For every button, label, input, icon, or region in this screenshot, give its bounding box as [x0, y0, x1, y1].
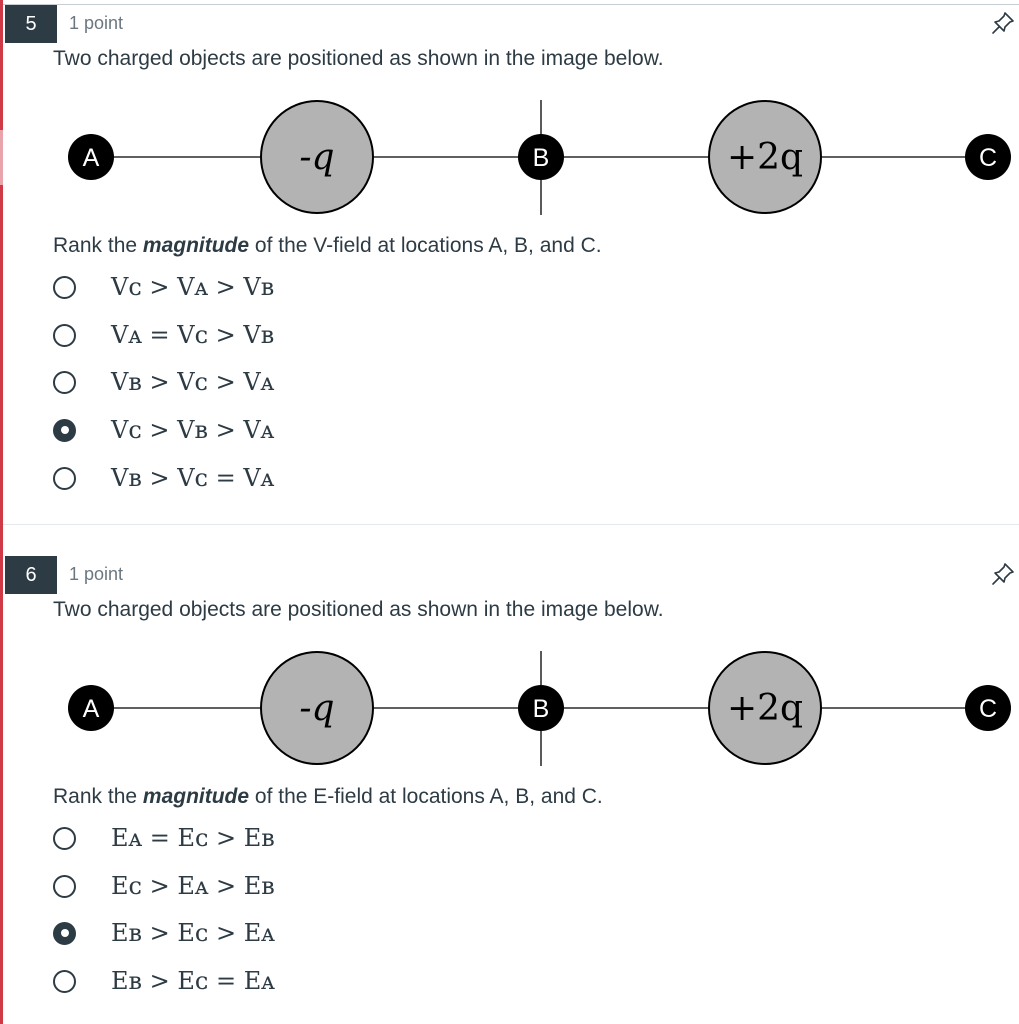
- answer-label: Eᴀ = Eᴄ > Eʙ: [111, 824, 275, 852]
- answer-label: Vʙ > Vᴄ = Vᴀ: [111, 464, 275, 492]
- point-b-label: B: [532, 695, 550, 723]
- charge-left-label: -q: [299, 688, 335, 729]
- radio-button-selected[interactable]: [53, 419, 76, 442]
- rank-instruction: Rank the magnitude of the E-field at locations A, B, and C.: [53, 785, 603, 808]
- point-c-label: C: [978, 695, 998, 723]
- answer-option[interactable]: [53, 818, 275, 858]
- answer-option[interactable]: [53, 961, 275, 1001]
- question-points: 1 point: [69, 564, 124, 584]
- charge-right-label: +2q: [726, 137, 804, 178]
- question-number: 6: [5, 556, 57, 594]
- answer-label: Vᴄ > Vʙ > Vᴀ: [111, 416, 275, 444]
- radio-button[interactable]: [53, 324, 76, 347]
- rank-emphasis: magnitude: [142, 785, 250, 808]
- pin-icon[interactable]: [991, 562, 1015, 586]
- charge-left-label: -q: [299, 137, 335, 178]
- answer-label: Vʙ > Vᴄ > Vᴀ: [111, 368, 275, 396]
- answer-option[interactable]: [53, 315, 274, 355]
- question-6: [3, 556, 1019, 1024]
- radio-button[interactable]: [53, 467, 76, 490]
- question-prompt: Two charged objects are positioned as shown in the image below.: [53, 598, 664, 621]
- answer-label: Eᴄ > Eᴀ > Eʙ: [111, 872, 275, 900]
- radio-button[interactable]: [53, 970, 76, 993]
- answer-label: Eʙ > Eᴄ > Eᴀ: [111, 919, 275, 947]
- question-divider: [3, 524, 1019, 525]
- question-prompt: Two charged objects are positioned as shown in the image below.: [53, 47, 664, 70]
- rank-instruction: Rank the magnitude of the V-field at locations A, B, and C.: [53, 234, 602, 257]
- answer-option[interactable]: [53, 913, 275, 953]
- question-points: 1 point: [69, 13, 124, 33]
- radio-button-selected[interactable]: [53, 922, 76, 945]
- answer-option[interactable]: [53, 866, 275, 906]
- radio-button[interactable]: [53, 875, 76, 898]
- point-a-label: A: [82, 144, 100, 172]
- question-number: 5: [5, 5, 57, 43]
- answer-option[interactable]: [53, 267, 274, 307]
- answer-option[interactable]: [53, 410, 274, 450]
- radio-button[interactable]: [53, 371, 76, 394]
- point-b-label: B: [532, 144, 550, 172]
- pin-icon[interactable]: [991, 11, 1015, 35]
- answer-option[interactable]: [53, 458, 274, 498]
- point-a-label: A: [82, 695, 100, 723]
- answer-label: Eʙ > Eᴄ = Eᴀ: [111, 967, 275, 995]
- radio-button[interactable]: [53, 827, 76, 850]
- answer-option[interactable]: [53, 362, 274, 402]
- answer-label: Vᴀ = Vᴄ > Vʙ: [111, 321, 275, 349]
- rank-emphasis: magnitude: [142, 234, 250, 257]
- charge-diagram: [58, 646, 1018, 771]
- question-5: [3, 5, 1019, 525]
- charge-diagram: [58, 95, 1018, 220]
- point-c-label: C: [978, 144, 998, 172]
- charge-right-label: +2q: [726, 688, 804, 729]
- answer-label: Vᴄ > Vᴀ > Vʙ: [111, 273, 275, 301]
- radio-button[interactable]: [53, 276, 76, 299]
